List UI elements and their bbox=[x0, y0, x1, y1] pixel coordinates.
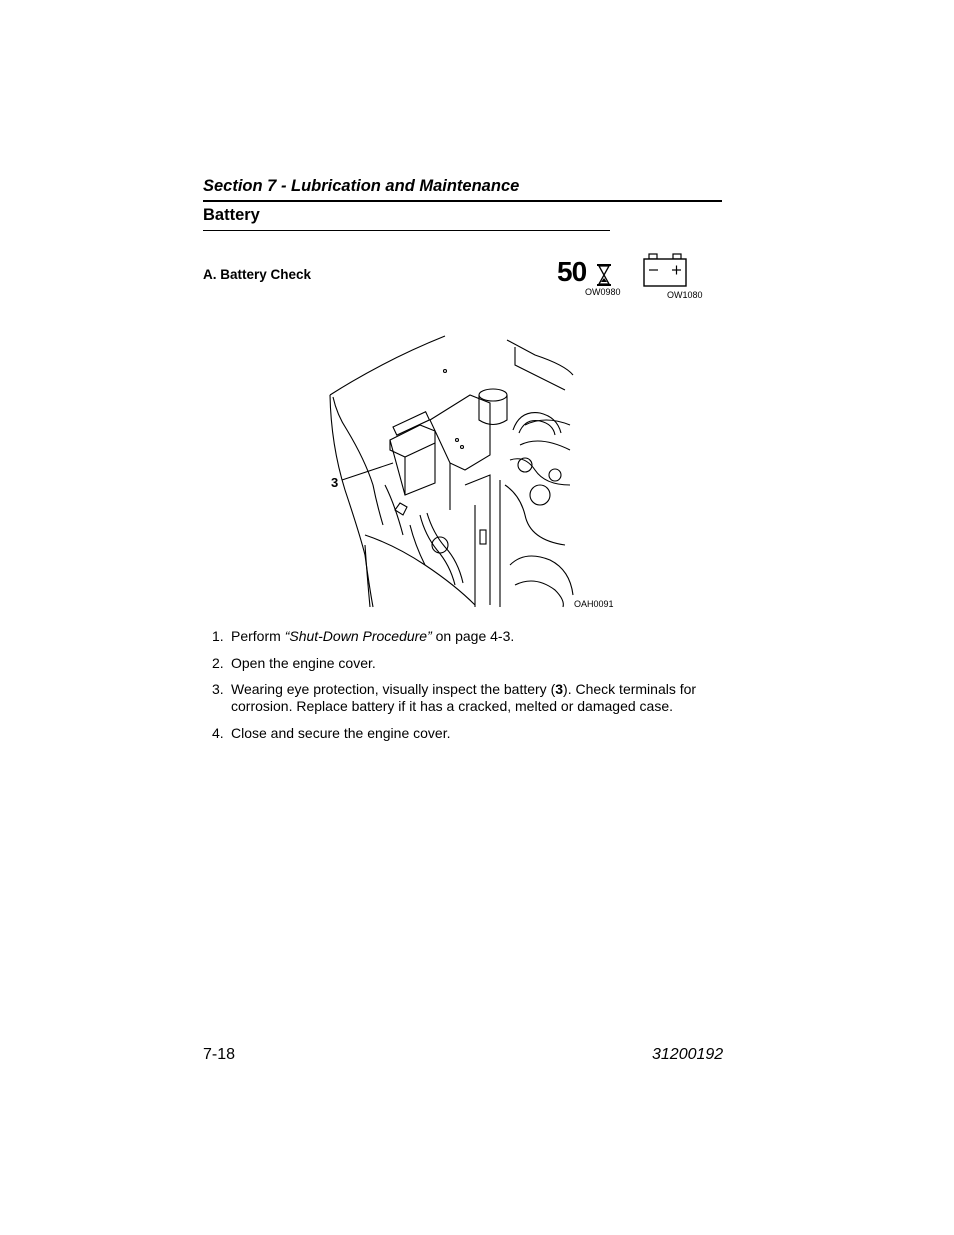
callout-reference: 3 bbox=[555, 681, 564, 697]
step-text: Wearing eye protection, visually inspect the battery ( bbox=[231, 681, 556, 697]
battery-icon bbox=[643, 253, 687, 287]
page-number: 7-18 bbox=[203, 1046, 236, 1063]
interval-code: OW0980 bbox=[585, 287, 621, 297]
procedure-steps bbox=[212, 628, 712, 751]
figure-code: OAH0091 bbox=[574, 599, 614, 609]
subsection-title: Battery bbox=[203, 206, 260, 224]
figure-callout-3: 3 bbox=[331, 475, 339, 490]
interval-hours: 50 bbox=[557, 256, 587, 287]
subsection-rule bbox=[203, 230, 610, 231]
section-title: Section 7 - Lubrication and Maintenance bbox=[203, 177, 520, 195]
procedure-title: A. Battery Check bbox=[203, 267, 312, 282]
section-rule bbox=[203, 200, 722, 202]
step-number: 4. bbox=[212, 724, 224, 741]
step-text: Open the engine cover. bbox=[231, 654, 376, 671]
cross-reference-link[interactable]: “Shut-Down Procedure” bbox=[284, 628, 432, 644]
engine-compartment-figure bbox=[325, 335, 577, 611]
battery-code: OW1080 bbox=[667, 290, 703, 300]
step-text: Close and secure the engine cover. bbox=[231, 724, 451, 741]
step-number: 3. bbox=[212, 681, 224, 697]
step-3 bbox=[212, 681, 712, 715]
hourglass-icon bbox=[595, 263, 613, 287]
step-4 bbox=[212, 725, 712, 742]
step-text: on page 4-3. bbox=[431, 628, 515, 644]
step-text: ). Check terminals for corrosion. Replace battery if it has a cracked, melted or damaged case. bbox=[231, 681, 697, 714]
step-number: 1. bbox=[212, 628, 224, 644]
step-text: Perform bbox=[231, 628, 285, 644]
document-number: 31200192 bbox=[652, 1046, 724, 1063]
step-1 bbox=[212, 628, 712, 645]
step-2 bbox=[212, 655, 712, 672]
step-number: 2. bbox=[212, 654, 224, 671]
